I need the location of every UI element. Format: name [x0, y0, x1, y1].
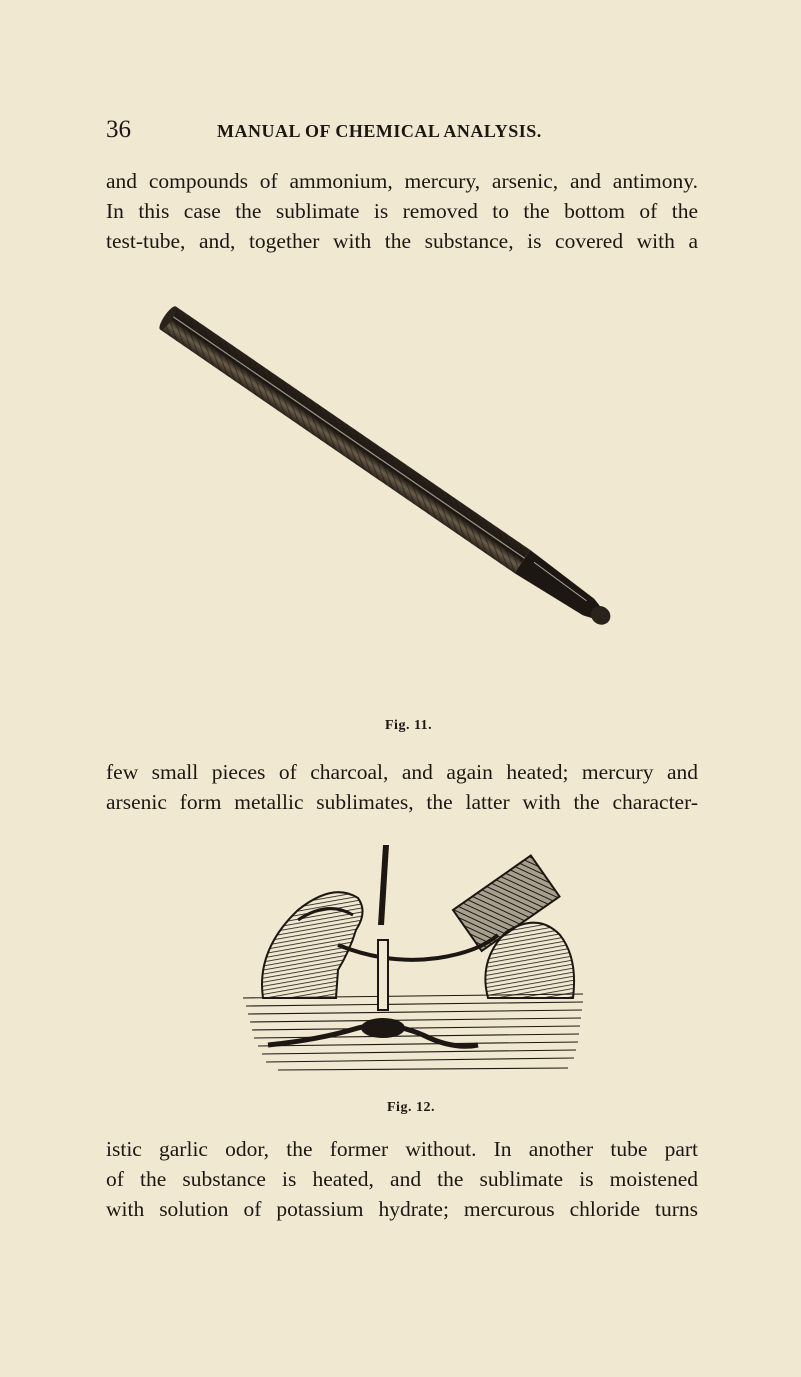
figure-11-test-tube-illustration: [140, 296, 680, 696]
text-line: test-tube, and, together with the substance, is covered with a: [106, 229, 698, 253]
page-number: 36: [106, 116, 131, 143]
paragraph-3: [106, 1134, 698, 1224]
text-line: few small pieces of charcoal, and again heated; mercury and: [106, 760, 698, 784]
running-head: MANUAL OF CHEMICAL ANALYSIS.: [217, 121, 542, 141]
text-line: In this case the sublimate is removed to the bottom of the: [106, 199, 698, 223]
figure-12-heating-illustration: [238, 840, 598, 1090]
paragraph-1: [106, 166, 698, 256]
figure-11-caption: Fig. 11.: [385, 718, 433, 733]
text-line: and compounds of ammonium, mercury, arsenic, and antimony.: [106, 169, 698, 193]
paragraph-2: [106, 757, 698, 817]
text-line: istic garlic odor, the former without. In another tube part: [106, 1137, 698, 1161]
text-line: arsenic form metallic sublimates, the latter with the character-: [106, 790, 698, 814]
text-line: of the substance is heated, and the sublimate is moistened: [106, 1167, 698, 1191]
page-header: [106, 116, 696, 144]
figure-12-caption: Fig. 12.: [387, 1100, 435, 1115]
text-line: with solution of potassium hydrate; mercurous chloride turns: [106, 1197, 698, 1221]
